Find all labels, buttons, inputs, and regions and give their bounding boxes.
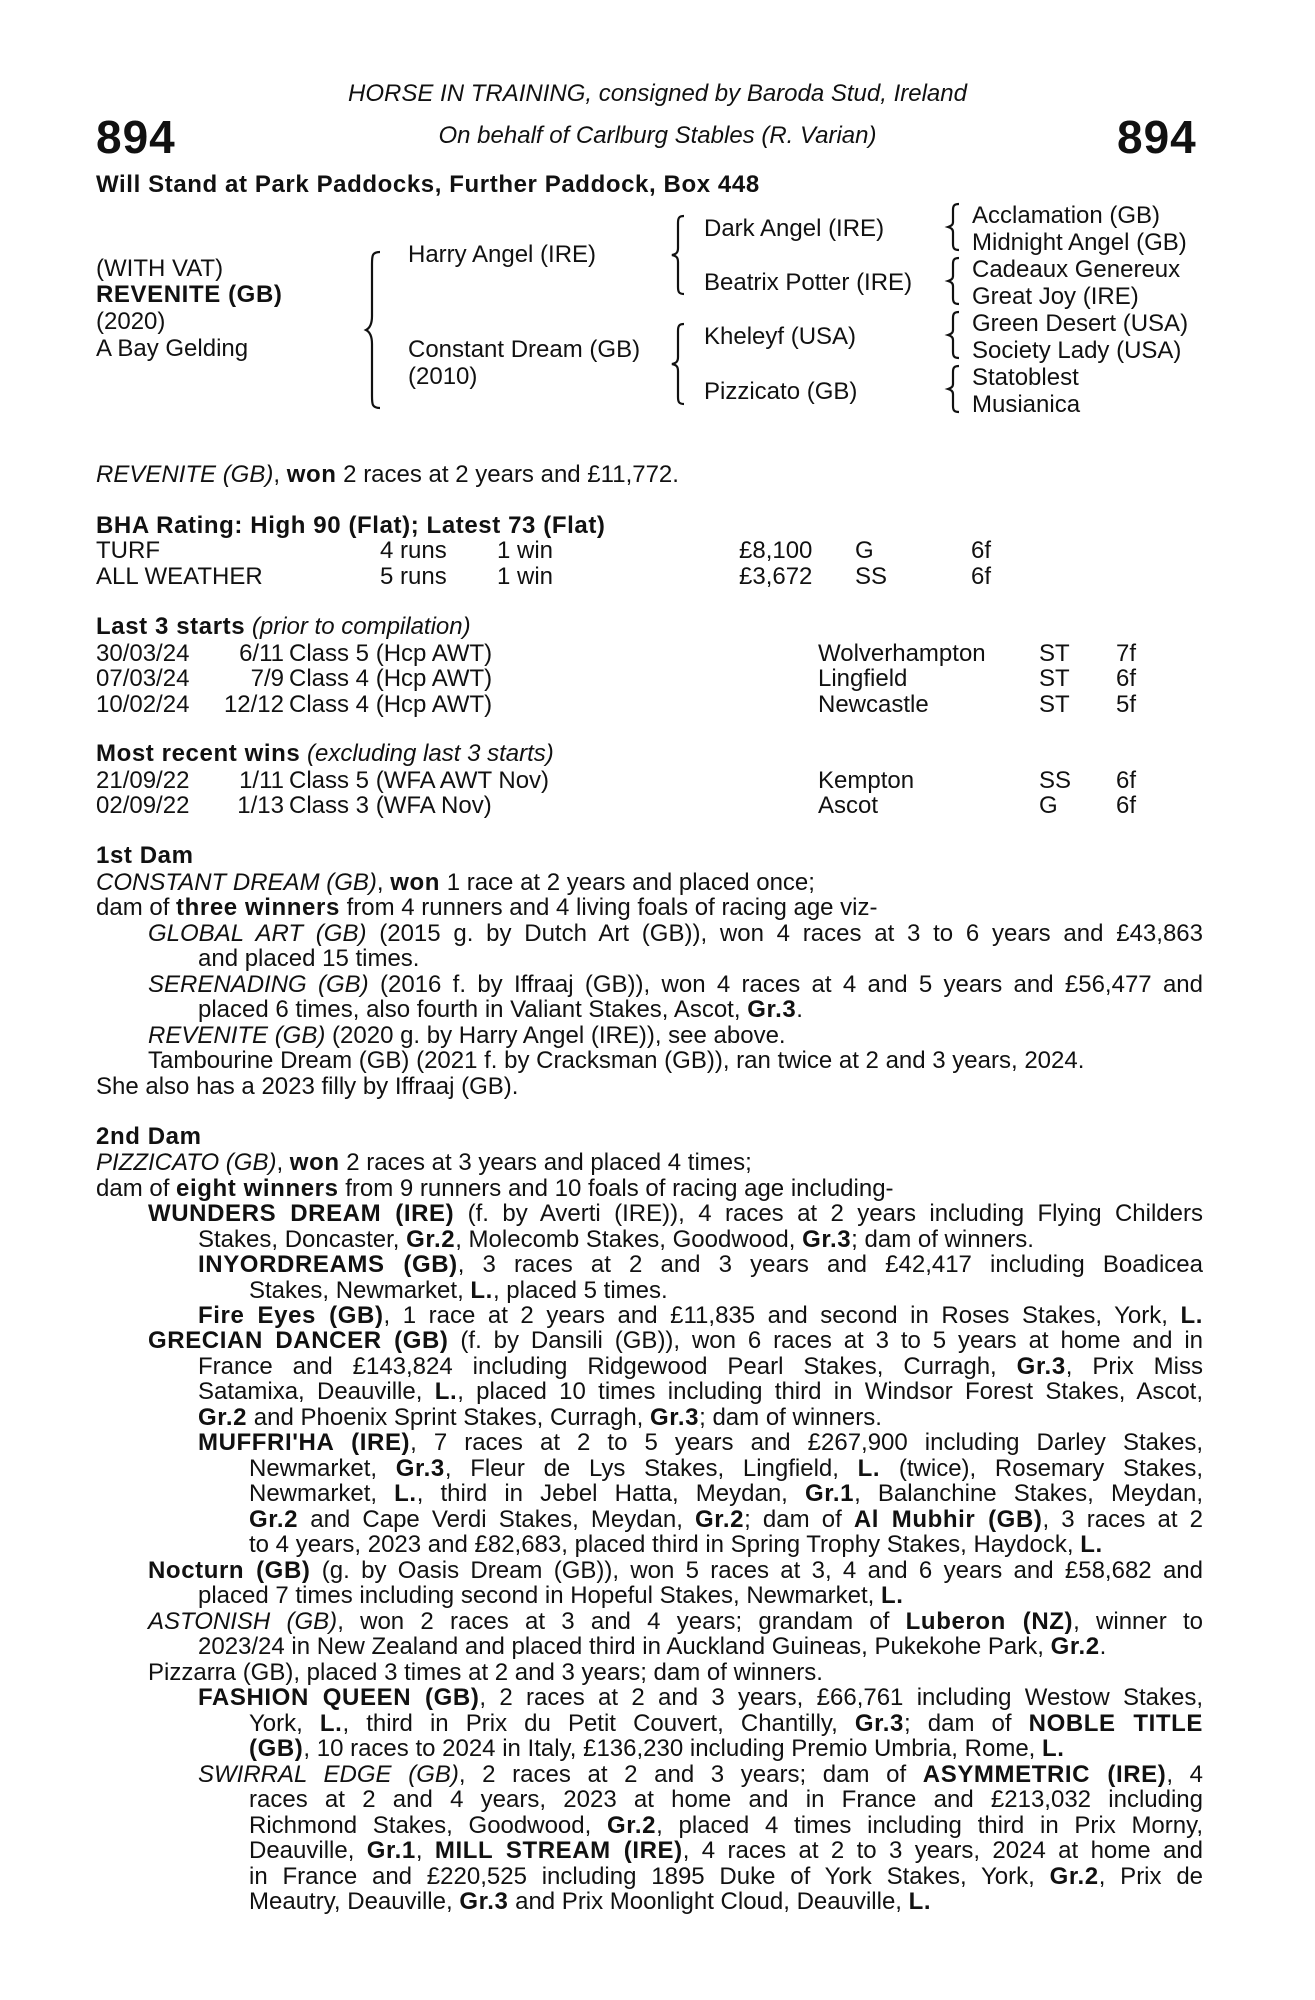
produce-muffriha-cont: Newmarket, L., third in Jebel Hatta, Meydan, Gr.1, Balanchine Stakes, Meydan, bbox=[249, 1480, 1203, 1507]
pedigree-g6: Society Lady (USA) bbox=[972, 337, 1182, 364]
vat-note: (WITH VAT) bbox=[96, 255, 224, 282]
pedigree-g4: Great Joy (IRE) bbox=[972, 283, 1139, 310]
pedigree-brace-g4 bbox=[948, 364, 962, 414]
produce-global-art: GLOBAL ART (GB) (2015 g. by Dutch Art (GB)), won 4 races at 3 to 6 years and £43,863 bbox=[148, 920, 1203, 947]
lot-number-right: 894 bbox=[1117, 111, 1197, 163]
pedigree-g8: Musianica bbox=[972, 391, 1081, 418]
horse-year: (2020) bbox=[96, 308, 166, 335]
produce-wunders-dream: WUNDERS DREAM (IRE) (f. by Averti (IRE)), 4 races at 2 years including Flying Childers bbox=[148, 1200, 1203, 1227]
pedigree-g7: Statoblest bbox=[972, 364, 1079, 391]
pedigree-brace-dam bbox=[672, 322, 688, 406]
produce-muffriha-cont: Newmarket, Gr.3, Fleur de Lys Stakes, Lingfield, L. (twice), Rosemary Stakes, bbox=[249, 1455, 1203, 1482]
pedigree-g3: Cadeaux Genereux bbox=[972, 256, 1181, 283]
produce-inyordreams: INYORDREAMS (GB), 3 races at 2 and 3 years and £42,417 including Boadicea bbox=[198, 1251, 1203, 1278]
produce-nocturn-cont: placed 7 times including second in Hopeful Stakes, Newmarket, L. bbox=[198, 1582, 904, 1609]
race-summary: REVENITE (GB), won 2 races at 2 years and £11,772. bbox=[96, 461, 679, 488]
produce-fashion-queen: FASHION QUEEN (GB), 2 races at 2 and 3 years, £66,761 including Westow Stakes, bbox=[198, 1684, 1203, 1711]
first-dam-line: CONSTANT DREAM (GB), won 1 race at 2 years and placed once; bbox=[96, 869, 815, 896]
pedigree-sire: Harry Angel (IRE) bbox=[408, 241, 597, 268]
pedigree-dam-dam: Pizzicato (GB) bbox=[704, 378, 858, 405]
produce-serenading: SERENADING (GB) (2016 f. by Iffraaj (GB)), won 4 races at 4 and 5 years and £56,477 and bbox=[148, 971, 1203, 998]
produce-grecian-dancer-cont: France and £143,824 including Ridgewood Pearl Stakes, Curragh, Gr.3, Prix Miss bbox=[198, 1353, 1203, 1380]
pedigree-dam-year: (2010) bbox=[408, 363, 478, 390]
second-dam-produce-line: dam of eight winners from 9 runners and 10 foals of racing age including- bbox=[96, 1175, 894, 1202]
produce-wunders-dream-cont: Stakes, Doncaster, Gr.2, Molecomb Stakes, Goodwood, Gr.3; dam of winners. bbox=[198, 1226, 1034, 1253]
pedigree-brace-sire bbox=[672, 214, 688, 296]
produce-revenite: REVENITE (GB) (2020 g. by Harry Angel (IRE)), see above. bbox=[148, 1022, 786, 1049]
on-behalf-line: On behalf of Carlburg Stables (R. Varian) bbox=[438, 122, 877, 149]
first-dam-heading: 1st Dam bbox=[96, 842, 194, 869]
pedigree-brace-g1 bbox=[948, 202, 962, 252]
produce-astonish-cont: 2023/24 in New Zealand and placed third in Auckland Guineas, Pukekohe Park, Gr.2. bbox=[198, 1633, 1107, 1660]
produce-global-art-cont: and placed 15 times. bbox=[198, 945, 420, 972]
first-dam-note: She also has a 2023 filly by Iffraaj (GB). bbox=[96, 1073, 519, 1100]
pedigree-g1: Acclamation (GB) bbox=[972, 202, 1161, 229]
pedigree-dam-sire: Kheleyf (USA) bbox=[704, 323, 857, 350]
produce-pizzarra: Pizzarra (GB), placed 3 times at 2 and 3 years; dam of winners. bbox=[148, 1659, 823, 1686]
produce-fire-eyes: Fire Eyes (GB), 1 race at 2 years and £11,835 and second in Roses Stakes, York, L. bbox=[198, 1302, 1203, 1329]
produce-astonish: ASTONISH (GB), won 2 races at 3 and 4 years; grandam of Luberon (NZ), winner to bbox=[148, 1608, 1204, 1635]
produce-grecian-dancer-cont: Satamixa, Deauville, L., placed 10 times including third in Windsor Forest Stakes, Ascot, bbox=[198, 1378, 1204, 1405]
second-dam-line: PIZZICATO (GB), won 2 races at 3 years and placed 4 times; bbox=[96, 1149, 752, 1176]
produce-swirral-edge-cont: Richmond Stakes, Goodwood, Gr.2, placed 4 times including third in Prix Morny, bbox=[249, 1812, 1204, 1839]
produce-nocturn: Nocturn (GB) (g. by Oasis Dream (GB)), won 5 races at 3, 4 and 6 years and £58,682 and bbox=[148, 1557, 1203, 1584]
produce-swirral-edge-cont: races at 2 and 4 years, 2023 at home and in France and £213,032 including bbox=[249, 1786, 1203, 1813]
lot-number-left: 894 bbox=[96, 111, 176, 163]
produce-serenading-cont: placed 6 times, also fourth in Valiant Stakes, Ascot, Gr.3. bbox=[198, 996, 803, 1023]
produce-grecian-dancer-cont: Gr.2 and Phoenix Sprint Stakes, Curragh, Gr.3; dam of winners. bbox=[198, 1404, 882, 1431]
produce-fashion-queen-cont: (GB), 10 races to 2024 in Italy, £136,230 including Premio Umbria, Rome, L. bbox=[249, 1735, 1065, 1762]
last3-heading: Last 3 starts (prior to compilation) bbox=[96, 613, 471, 640]
pedigree-brace-main bbox=[366, 250, 386, 410]
produce-tambourine-dream: Tambourine Dream (GB) (2021 f. by Cracksman (GB)), ran twice at 2 and 3 years, 2024. bbox=[148, 1047, 1085, 1074]
pedigree-g2: Midnight Angel (GB) bbox=[972, 229, 1187, 256]
pedigree-brace-g2 bbox=[948, 256, 962, 306]
pedigree-sire-dam: Beatrix Potter (IRE) bbox=[704, 269, 913, 296]
horse-description: A Bay Gelding bbox=[96, 335, 249, 362]
pedigree-brace-g3 bbox=[948, 310, 962, 360]
produce-swirral-edge-cont: in France and £220,525 including 1895 Duke of York Stakes, York, Gr.2, Prix de bbox=[249, 1863, 1204, 1890]
produce-swirral-edge-cont: Deauville, Gr.1, MILL STREAM (IRE), 4 races at 2 to 3 years, 2024 at home and bbox=[249, 1837, 1204, 1864]
produce-grecian-dancer: GRECIAN DANCER (GB) (f. by Dansili (GB)), won 6 races at 3 to 5 years at home and in bbox=[148, 1327, 1204, 1354]
produce-muffriha-cont: to 4 years, 2023 and £82,683, placed third in Spring Trophy Stakes, Haydock, L. bbox=[249, 1531, 1103, 1558]
recent-wins-heading: Most recent wins (excluding last 3 starts) bbox=[96, 740, 554, 767]
produce-swirral-edge: SWIRRAL EDGE (GB), 2 races at 2 and 3 years; dam of ASYMMETRIC (IRE), 4 bbox=[198, 1761, 1203, 1788]
pedigree-g5: Green Desert (USA) bbox=[972, 310, 1189, 337]
produce-fashion-queen-cont: York, L., third in Prix du Petit Couvert, Chantilly, Gr.3; dam of NOBLE TITLE bbox=[249, 1710, 1203, 1737]
consignment-line: HORSE IN TRAINING, consigned by Baroda Stud, Ireland bbox=[348, 80, 967, 107]
produce-inyordreams-cont: Stakes, Newmarket, L., placed 5 times. bbox=[249, 1277, 668, 1304]
bha-rating-heading: BHA Rating: High 90 (Flat); Latest 73 (Flat) bbox=[96, 512, 606, 539]
produce-muffriha-cont: Gr.2 and Cape Verdi Stakes, Meydan, Gr.2; dam of Al Mubhir (GB), 3 races at 2 bbox=[249, 1506, 1204, 1533]
produce-swirral-edge-cont: Meautry, Deauville, Gr.3 and Prix Moonlight Cloud, Deauville, L. bbox=[249, 1888, 932, 1915]
second-dam-heading: 2nd Dam bbox=[96, 1123, 202, 1150]
produce-muffriha: MUFFRI'HA (IRE), 7 races at 2 to 5 years and £267,900 including Darley Stakes, bbox=[198, 1429, 1203, 1456]
pedigree-dam: Constant Dream (GB) bbox=[408, 336, 641, 363]
stand-location: Will Stand at Park Paddocks, Further Paddock, Box 448 bbox=[96, 171, 760, 198]
first-dam-produce-line: dam of three winners from 4 runners and 4 living foals of racing age viz- bbox=[96, 894, 878, 921]
pedigree-sire-sire: Dark Angel (IRE) bbox=[704, 215, 885, 242]
horse-name: REVENITE (GB) bbox=[96, 281, 283, 308]
